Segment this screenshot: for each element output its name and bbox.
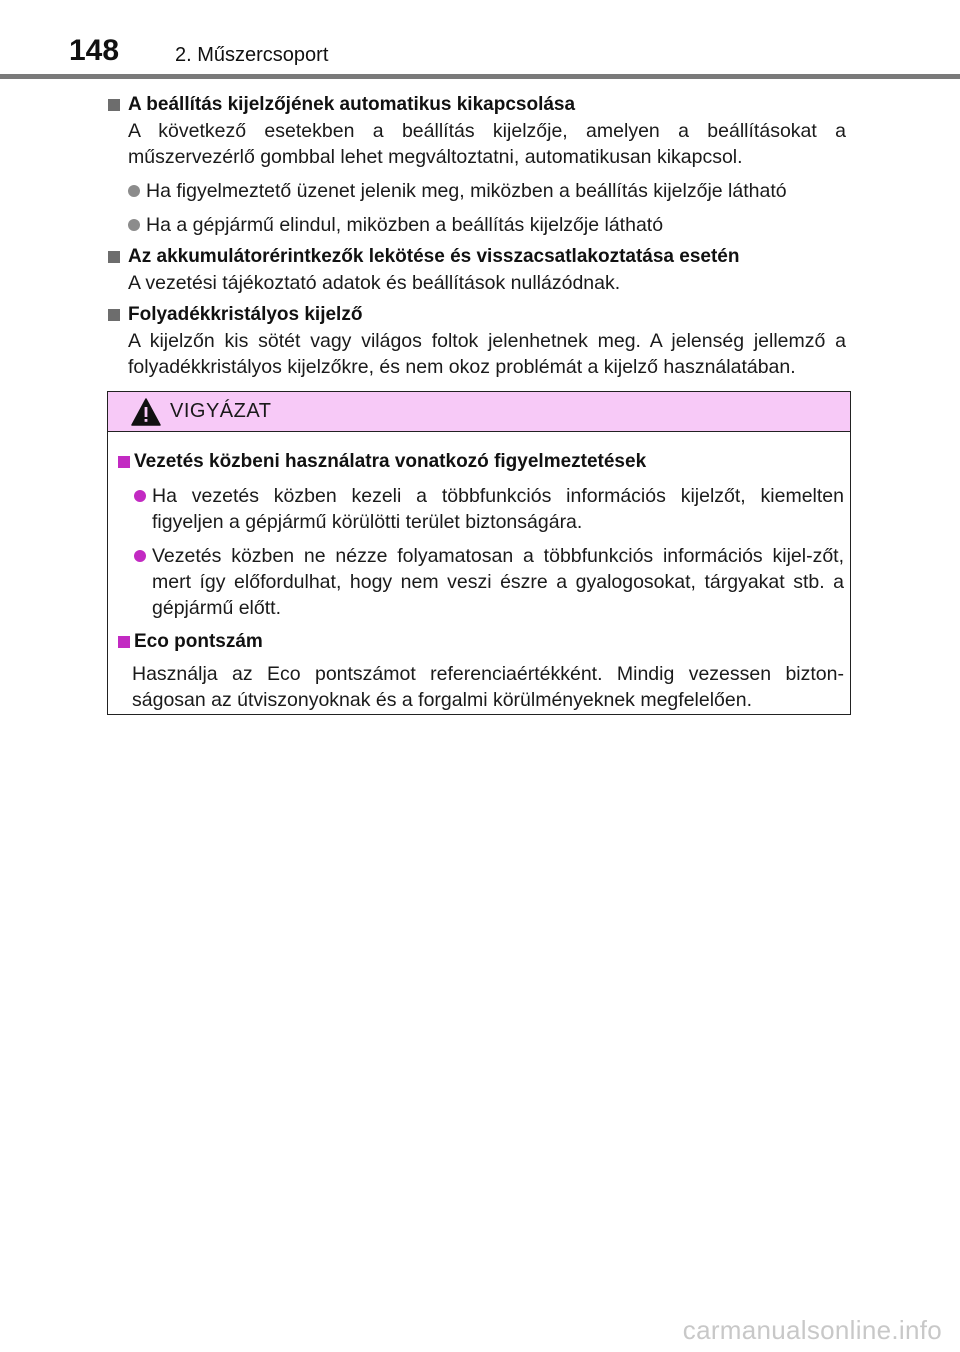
list-item-text: Ha figyelmeztető üzenet jelenik meg, miközben a beállítás kijelzője látható	[146, 180, 787, 202]
caution-list-item-text: Ha vezetés közben kezeli a többfunkciós információs kijelzőt, kiemelten figyeljen a gépjármű körülötti terület biztonságára.	[152, 485, 844, 533]
warning-triangle-icon	[130, 397, 162, 427]
section-heading	[108, 302, 846, 328]
circle-bullet-icon	[128, 185, 140, 197]
caution-body	[118, 449, 844, 713]
caution-item-text: Használja az Eco pontszámot referenciaértékként. Mindig vezessen bizton-ságosan az útviszonyoknak és a forgalmi körülményeknek megfelelően.	[132, 663, 844, 711]
main-content	[108, 92, 846, 380]
page-header	[0, 0, 960, 80]
section-title: A beállítás kijelzőjének automatikus kikapcsolása	[128, 94, 576, 115]
section-title: Folyadékkristályos kijelző	[128, 304, 363, 325]
section-heading	[108, 244, 846, 270]
caution-title: VIGYÁZAT	[170, 400, 272, 422]
section-text: A vezetési tájékoztató adatok és beállítások nullázódnak.	[128, 272, 621, 294]
square-bullet-icon	[118, 456, 130, 468]
square-bullet-icon	[108, 251, 120, 263]
page-number: 148	[69, 34, 120, 67]
caution-box	[107, 391, 851, 715]
section-title: Az akkumulátorérintkezők lekötése és visszacsatlakoztatása esetén	[128, 246, 740, 267]
caution-item-title: Vezetés közbeni használatra vonatkozó figyelmeztetések	[134, 451, 647, 472]
section-heading	[108, 92, 846, 118]
caution-list-item-text: Vezetés közben ne nézze folyamatosan a többfunkciós információs kijel-zőt, mert így előfordulhat, hogy nem veszi észre a gyalogosokat, tárgyakat stb. a gépjármű előtt.	[152, 545, 844, 619]
circle-bullet-icon	[134, 550, 146, 562]
square-bullet-icon	[108, 99, 120, 111]
caution-item-heading	[118, 449, 844, 475]
watermark: carmanualsonline.info	[682, 1315, 942, 1345]
square-bullet-icon	[118, 636, 130, 648]
list-item-text: Ha a gépjármű elindul, miközben a beállítás kijelzője látható	[146, 214, 664, 236]
header-rule	[0, 74, 960, 79]
square-bullet-icon	[108, 309, 120, 321]
caution-list-item	[118, 543, 844, 621]
section-text: A következő esetekben a beállítás kijelzője, amelyen a beállításokat a műszervezérlő gombbal lehet megváltoztatni, automatikusan kikapcsol.	[128, 120, 846, 168]
caution-list-item	[118, 483, 844, 535]
list-item	[108, 212, 846, 238]
caution-header	[108, 392, 850, 432]
circle-bullet-icon	[134, 490, 146, 502]
list-item	[108, 178, 846, 204]
caution-item-title: Eco pontszám	[134, 631, 263, 652]
chapter-title: 2. Műszercsoport	[175, 44, 329, 66]
section-text: A kijelzőn kis sötét vagy világos foltok jelenhetnek meg. A jelenség jellemző a folyadékkristályos kijelzőkre, és nem okoz problémát a kijelző használatában.	[128, 330, 846, 378]
caution-item-heading	[118, 629, 844, 655]
circle-bullet-icon	[128, 219, 140, 231]
